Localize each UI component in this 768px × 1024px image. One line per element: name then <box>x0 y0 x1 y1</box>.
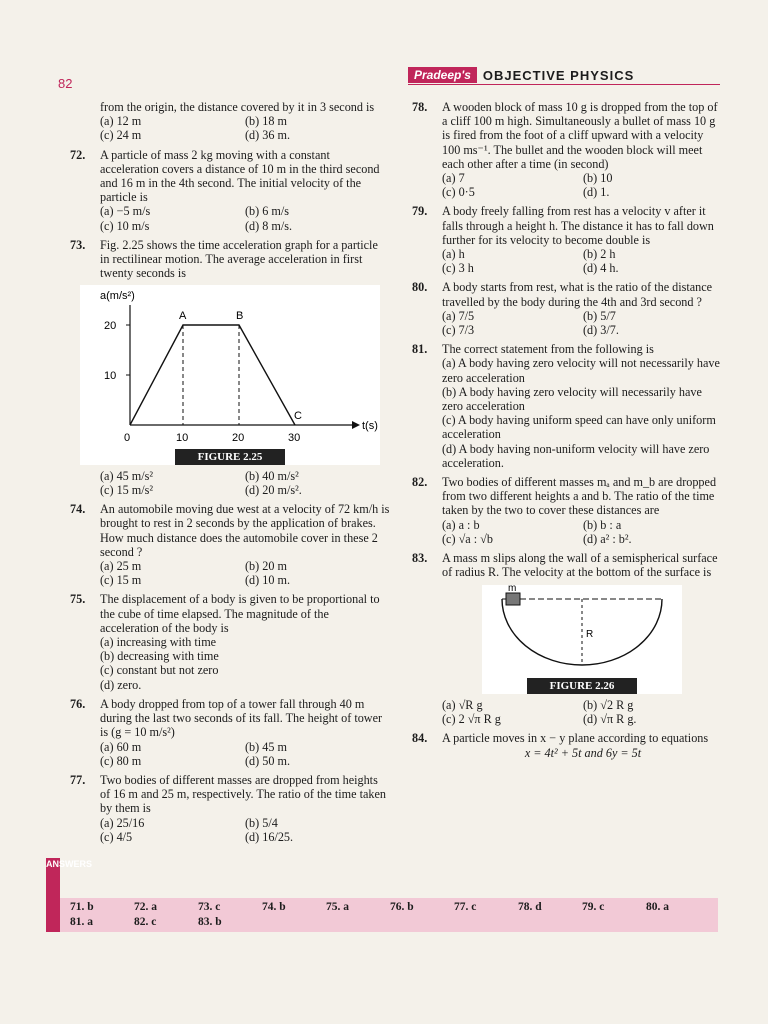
option-b: (b) 18 m <box>245 114 287 129</box>
option-b: (b) 6 m/s <box>245 204 290 219</box>
option-a: (a) 7/5 <box>442 308 475 323</box>
answer-79: 79. c <box>582 901 605 913</box>
option-b: (b) decreasing with time <box>100 649 219 664</box>
answer-82: 82. c <box>134 916 157 928</box>
page-number: 82 <box>58 76 73 91</box>
equation: x = 4t² + 5t and 6y = 5t <box>524 745 642 760</box>
point-label-c: C <box>294 410 302 423</box>
question-number: 73. <box>70 237 86 252</box>
option-a: (a) h <box>442 247 465 262</box>
question-78 <box>412 100 724 199</box>
option-a: (a) 45 m/s² <box>100 468 154 483</box>
option-b: (b) 2 h <box>583 247 616 262</box>
option-d: (d) 16/25. <box>245 829 294 844</box>
question-76 <box>70 697 390 768</box>
question-text: An automobile moving due west at a velocity of 72 km/h is brought to rest in 2 seconds by the application of brakes. How much distance does the automobile cover in these 2 second ? <box>100 502 390 559</box>
options <box>100 816 390 844</box>
option-a: (a) a : b <box>442 517 480 532</box>
question-77 <box>70 773 390 844</box>
answer-75: 75. a <box>326 901 349 913</box>
answer-76: 76. b <box>390 901 414 913</box>
answer-78: 78. d <box>518 901 542 913</box>
option-b: (b) 5/4 <box>245 815 278 830</box>
answer-71: 71. b <box>70 901 94 913</box>
option-c: (c) A body having uniform speed can have only uniform acceleration <box>442 413 716 442</box>
header-book-title: OBJECTIVE PHYSICS <box>482 67 635 83</box>
answers-row-1 <box>70 901 710 913</box>
question-number: 83. <box>412 551 428 566</box>
question-82 <box>412 475 724 546</box>
option-d: (d) 36 m. <box>245 128 291 143</box>
option-c: (c) 15 m/s² <box>100 483 154 498</box>
figure-2-25 <box>80 285 380 464</box>
question-text: A wooden block of mass 10 g is dropped from the top of a cliff 100 m high. Simultaneously a bullet of mass 10 g is fired from the foot of a cliff upward with a velocity 100 ms⁻¹. The bullet and the wooden block will meet each other after a time (in second) <box>442 100 718 171</box>
option-d: (d) 4 h. <box>583 261 619 276</box>
question-text: from the origin, the distance covered by it in 3 second is <box>100 100 375 114</box>
option-c: (c) 10 m/s <box>100 218 150 233</box>
question-72 <box>70 148 390 233</box>
question-text: Two bodies of different masses mₐ and m_b are dropped from two different heights a and b. The ratio of the time taken by the two to cover these distances are <box>442 475 717 518</box>
option-d: (d) 50 m. <box>245 753 291 768</box>
question-number: 76. <box>70 696 86 711</box>
option-d: (d) 20 m/s². <box>245 483 302 498</box>
options <box>100 559 390 587</box>
option-d: (d) 8 m/s. <box>245 218 293 233</box>
option-a: (a) increasing with time <box>100 635 217 650</box>
option-b: (b) 20 m <box>245 559 287 574</box>
option-b: (b) A body having zero velocity will necessarily have zero acceleration <box>442 384 702 414</box>
x-tick-30: 30 <box>288 432 301 445</box>
question-number: 75. <box>70 592 86 607</box>
option-d: (d) A body having non-uniform velocity will have zero acceleration. <box>442 441 710 470</box>
header-banner <box>408 66 720 85</box>
option-a: (a) √R g <box>442 697 483 712</box>
option-b: (b) 10 <box>583 171 613 186</box>
options <box>100 204 390 232</box>
figure-caption: FIGURE 2.26 <box>527 678 637 694</box>
answer-80: 80. a <box>646 901 669 913</box>
question-number: 82. <box>412 475 428 490</box>
answer-72: 72. a <box>134 901 157 913</box>
options <box>100 740 390 768</box>
options <box>442 247 724 275</box>
options <box>100 469 390 497</box>
answers-strip <box>46 859 718 932</box>
question-text: A body starts from rest, what is the ratio of the distance travelled by the body during the 4th and 3rd second ? <box>442 280 713 309</box>
radius-label: R <box>586 628 594 640</box>
figure-2-26 <box>482 585 682 694</box>
option-a: (a) −5 m/s <box>100 204 151 219</box>
option-a: (a) A body having zero velocity will not necessarily have zero acceleration <box>442 356 720 385</box>
question-text: Fig. 2.25 shows the time acceleration graph for a particle in rectilinear motion. The average acceleration in first twenty seconds is <box>100 237 378 281</box>
semispherical-surface-diagram <box>482 585 682 675</box>
option-a: (a) 25/16 <box>100 815 145 830</box>
option-c: (c) 3 h <box>442 261 474 276</box>
option-b: (b) b : a <box>583 517 622 532</box>
option-c: (c) √a : √b <box>442 531 493 546</box>
answers-tab: ANSWERS <box>46 858 60 932</box>
option-a: (a) 25 m <box>100 559 142 574</box>
question-84 <box>412 731 724 759</box>
acceleration-time-graph <box>80 285 380 445</box>
question-text: The correct statement from the following is <box>442 342 654 357</box>
option-c: (c) 0·5 <box>442 185 475 200</box>
header-brand: Pradeep's <box>408 67 477 83</box>
option-a: (a) 60 m <box>100 739 142 754</box>
question-number: 78. <box>412 100 428 114</box>
question-text: A body freely falling from rest has a velocity v after it falls through a height h. The distance it has to fall down further for its velocity to become double is <box>442 204 714 247</box>
options <box>442 518 724 546</box>
question-text: A particle moves in x − y plane according to equations <box>442 731 709 746</box>
point-label-b: B <box>236 310 244 323</box>
answers-row-2 <box>70 916 262 928</box>
option-c: (c) 15 m <box>100 573 142 588</box>
mass-block <box>506 593 520 605</box>
question-text: Two bodies of different masses are dropped from heights of 16 m and 25 m, respectively. The ratio of the time taken by them is <box>100 772 386 816</box>
question-number: 84. <box>412 731 428 746</box>
question-number: 81. <box>412 342 428 357</box>
answer-81: 81. a <box>70 916 93 928</box>
question-text: A body dropped from top of a tower fall through 40 m during the last two seconds of its fall. The height of tower is (g = 10 m/s²) <box>100 696 383 740</box>
option-d: (d) 10 m. <box>245 573 291 588</box>
option-d: (d) 3/7. <box>583 323 619 338</box>
point-label-a: A <box>179 310 187 323</box>
question-number: 80. <box>412 280 428 295</box>
option-b: (b) √2 R g <box>583 697 634 712</box>
y-tick-20: 20 <box>104 320 117 333</box>
answer-74: 74. b <box>262 901 286 913</box>
right-column <box>412 100 724 765</box>
question-text: A mass m slips along the wall of a semispherical surface of radius R. The velocity at the bottom of the surface is <box>442 551 718 580</box>
figure-caption: FIGURE 2.25 <box>175 449 285 465</box>
option-d: (d) √π R g. <box>583 712 637 727</box>
option-d: (d) 1. <box>583 185 610 200</box>
option-a: (a) 7 <box>442 171 465 186</box>
option-c: (c) 24 m <box>100 128 142 143</box>
x-axis-label: t(s) <box>362 420 378 433</box>
question-number: 79. <box>412 204 428 219</box>
answer-73: 73. c <box>198 901 221 913</box>
options <box>442 698 724 726</box>
question-number: 74. <box>70 502 86 517</box>
option-d: (d) zero. <box>100 677 142 692</box>
options <box>442 309 724 337</box>
answer-83: 83. b <box>198 916 222 928</box>
y-tick-10: 10 <box>104 370 117 383</box>
option-c: (c) 80 m <box>100 753 142 768</box>
question-75 <box>70 592 390 691</box>
x-tick-10: 10 <box>176 432 189 445</box>
x-tick-20: 20 <box>232 432 245 445</box>
options <box>442 171 724 199</box>
option-d: (d) a² : b². <box>583 531 632 546</box>
question-number: 72. <box>70 147 86 162</box>
question-81 <box>412 342 724 470</box>
question-79 <box>412 204 724 275</box>
option-c: (c) 4/5 <box>100 829 133 844</box>
options <box>100 635 390 692</box>
question-83 <box>412 551 724 579</box>
options <box>442 356 724 470</box>
y-axis-label: a(m/s²) <box>100 290 135 303</box>
option-b: (b) 5/7 <box>583 308 616 323</box>
options <box>100 114 390 142</box>
question-70-tail <box>70 100 390 143</box>
left-column <box>70 100 390 849</box>
answer-77: 77. c <box>454 901 477 913</box>
option-b: (b) 40 m/s² <box>245 468 299 483</box>
question-text: The displacement of a body is given to be proportional to the cube of time elapsed. The magnitude of the acceleration of the body is <box>100 592 380 635</box>
option-b: (b) 45 m <box>245 739 287 754</box>
mass-label: m <box>508 584 517 594</box>
x-tick-0: 0 <box>124 432 131 445</box>
question-74 <box>70 502 390 587</box>
option-c: (c) constant but not zero <box>100 663 219 678</box>
option-c: (c) 2 √π R g <box>442 712 501 727</box>
question-number: 77. <box>70 772 86 787</box>
graph-line <box>130 325 295 425</box>
question-83-options <box>412 698 724 726</box>
x-axis-arrow <box>352 421 360 429</box>
option-c: (c) 7/3 <box>442 323 475 338</box>
question-80 <box>412 280 724 337</box>
question-text: A particle of mass 2 kg moving with a constant acceleration covers a distance of 10 m in the third second and 16 m in the 4th second. The initial velocity of the particle is <box>100 147 380 205</box>
question-73 <box>70 238 390 281</box>
question-73-options <box>70 469 390 497</box>
option-a: (a) 12 m <box>100 114 142 129</box>
